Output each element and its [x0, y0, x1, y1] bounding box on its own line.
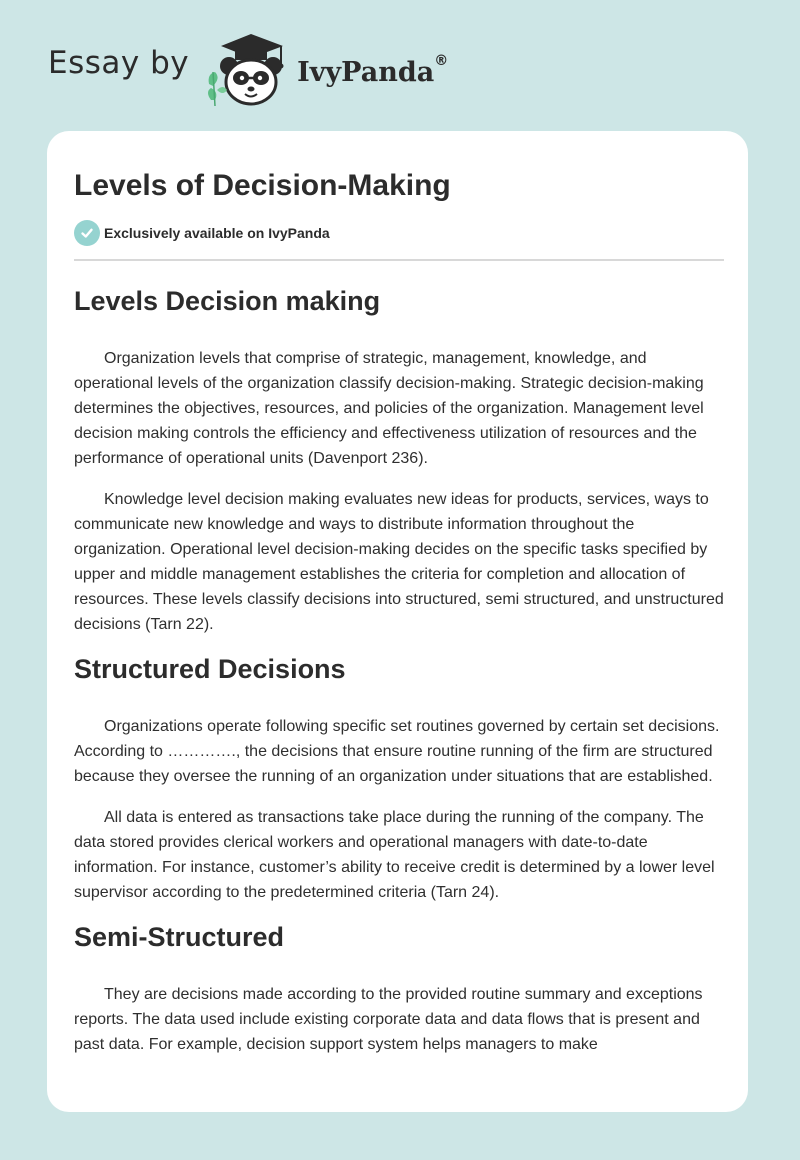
paragraph: They are decisions made according to the provided routine summary and exceptions reports. The data used include existing corporate data and data flows that is present and past data. For example, decision support system helps managers to make [74, 985, 703, 1053]
paragraph: Organization levels that comprise of strategic, management, knowledge, and operational levels of the organization classify decision-making. Strategic decision-making determines the objectives, resources, and policies of the organization. Management level decision making controls the efficiency and effectiveness utilization of resources and the performance of operational units (Davenport 236). [74, 349, 704, 467]
paragraph: All data is entered as transactions take place during the running of the company. The data stored provides clerical workers and operational managers with date-to-date information. For instance, customer’s ability to receive credit is determined by a lower level supervisor according to the predetermined criteria (Tarn 24). [74, 808, 715, 901]
exclusive-badge-label: Exclusively available on IvyPanda [104, 225, 330, 241]
check-circle-icon [74, 220, 100, 246]
section-heading: Structured Decisions [74, 653, 346, 684]
essay-by-label: Essay by [48, 45, 190, 81]
panda-logo-icon[interactable] [201, 28, 293, 110]
section-heading: Levels Decision making [74, 285, 381, 316]
exclusive-badge [74, 220, 721, 246]
paragraph: Organizations operate following specific set routines governed by certain set decisions. According to …………., the decisions that ensure routine running of the firm are structured because they oversee the running of an organization under situations that are established. [74, 717, 720, 785]
section-heading: Semi-Structured [74, 921, 285, 952]
title-divider [74, 259, 724, 261]
article-card [47, 131, 748, 1112]
page-title: Levels of Decision-Making [74, 169, 451, 202]
paragraph: Knowledge level decision making evaluates new ideas for products, services, ways to communicate new knowledge and ways to distribute information throughout the organization. Operational level decision-making decides on the specific tasks specified by upper and middle management establishes the criteria for completion and allocation of resources. These levels classify decisions into structured, semi structured, and unstructured decisions (Tarn 22). [74, 490, 724, 633]
brand-name-text: IvyPanda [297, 56, 435, 88]
site-header [48, 30, 448, 110]
brand-name[interactable] [297, 52, 449, 88]
registered-mark: ® [434, 52, 449, 69]
